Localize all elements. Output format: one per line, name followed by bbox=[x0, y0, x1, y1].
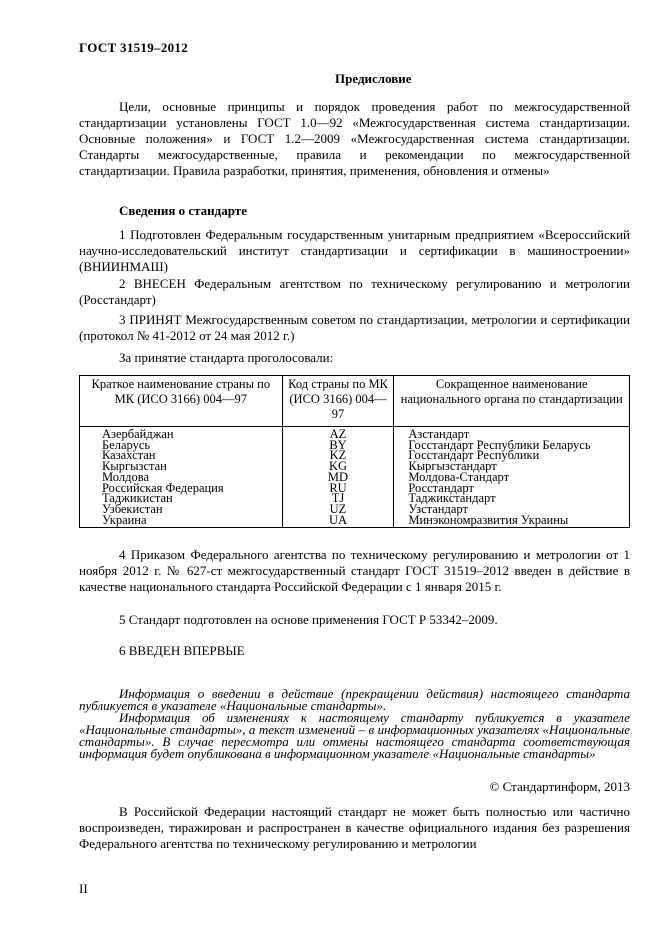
national-body: Росстандарт bbox=[394, 483, 630, 494]
country-code: RU bbox=[282, 483, 394, 494]
vote-table bbox=[79, 375, 630, 528]
national-body: Таджикстандарт bbox=[394, 493, 630, 504]
national-body: Госстандарт Республики bbox=[394, 450, 630, 461]
country-code: UZ bbox=[282, 504, 394, 515]
table-header-row bbox=[80, 376, 630, 427]
country-code: UA bbox=[282, 515, 394, 528]
item-1: 1 Подготовлен Федеральным государственным унитарным предприятием «Всероссийский научно-исследовательский институт стандартизации и сертификации в машиностроении» (ВНИИНМАШ) bbox=[79, 227, 630, 274]
country-code: KG bbox=[282, 461, 394, 472]
notice-publication: Информация о введении в действие (прекращении действия) настоящего стандарта публикуется в указателе «Национальные стандарты». bbox=[79, 686, 630, 713]
intro-paragraph: Цели, основные принципы и порядок проведения работ по межгосударственной стандартизации установлены ГОСТ 1.0—92 «Межгосударственная система стандартизации. Основные положения» и ГОСТ 1.2—2009 «Межгосударственная система стандартизации. Стандарты межгосударственные, правила и рекомендации по межгосударственной стандартизации. Правила разработки, принятия, применения, обновления и отмены» bbox=[79, 99, 630, 178]
country-name: Беларусь bbox=[80, 440, 283, 451]
table-row bbox=[80, 515, 630, 528]
legal-paragraph: В Российской Федерации настоящий стандарт не может быть полностью или частично воспроизведен, тиражирован и распространен в качестве официального издания без разрешения Федерального агентства по техническому регулированию и метрологии bbox=[79, 804, 630, 851]
table-row bbox=[80, 440, 630, 451]
header-country-code: Код страны по МК (ИСО 3166) 004—97 bbox=[282, 376, 394, 427]
country-name: Украина bbox=[80, 515, 283, 528]
copyright: © Стандартинформ, 2013 bbox=[489, 779, 630, 794]
page-number: II bbox=[79, 881, 88, 896]
country-name: Российская Федерация bbox=[80, 483, 283, 494]
country-code: BY bbox=[282, 440, 394, 451]
table-row bbox=[80, 461, 630, 472]
info-heading: Сведения о стандарте bbox=[119, 203, 247, 218]
country-code: KZ bbox=[282, 450, 394, 461]
country-code: MD bbox=[282, 472, 394, 483]
item-2: 2 ВНЕСЕН Федеральным агентством по техническому регулированию и метрологии (Росстандарт) bbox=[79, 276, 630, 307]
preface-title: Предисловие bbox=[335, 71, 412, 86]
notice-changes: Информация об изменениях к настоящему стандарту публикуется в указателе «Национальные стандарты», а текст изменений – в информационных указателях «Национальные стандарты». В случае пересмотра или отмены настоящего стандарта соответствующая информация будет опубликована в информационном указателе «Национальные стандарты» bbox=[79, 710, 630, 761]
country-name: Узбекистан bbox=[80, 504, 283, 515]
item-3: 3 ПРИНЯТ Межгосударственным советом по стандартизации, метрологии и сертификации (протокол № 41-2012 от 24 мая 2012 г.) bbox=[79, 312, 630, 343]
item-4: 4 Приказом Федерального агентства по техническому регулированию и метрологии от 1 ноября 2012 г. № 627-ст межгосударственный стандарт ГОСТ 31519–2012 введен в действие в качестве национального стандарта Российской Федерации с 1 января 2015 г. bbox=[79, 547, 630, 594]
country-name: Казахстан bbox=[80, 450, 283, 461]
country-code: AZ bbox=[282, 427, 394, 440]
country-code: TJ bbox=[282, 493, 394, 504]
country-name: Кыргызстан bbox=[80, 461, 283, 472]
header-country-name: Краткое наименование страны по МК (ИСО 3166) 004—97 bbox=[80, 376, 283, 427]
national-body: Госстандарт Республики Беларусь bbox=[394, 440, 630, 451]
national-body: Азстандарт bbox=[394, 427, 630, 440]
country-name: Таджикистан bbox=[80, 493, 283, 504]
country-name: Молдова bbox=[80, 472, 283, 483]
national-body: Кыргызстандарт bbox=[394, 461, 630, 472]
item-6: 6 ВВЕДЕН ВПЕРВЫЕ bbox=[119, 643, 245, 658]
national-body: Молдова-Стандарт bbox=[394, 472, 630, 483]
national-body: Узстандарт bbox=[394, 504, 630, 515]
header-national-body: Сокращенное наименование национального органа по стандартизации bbox=[394, 376, 630, 427]
vote-intro: За принятие стандарта проголосовали: bbox=[119, 350, 334, 365]
country-name: Азербайджан bbox=[80, 427, 283, 440]
document-code: ГОСТ 31519–2012 bbox=[79, 40, 189, 55]
item-5: 5 Стандарт подготовлен на основе применения ГОСТ Р 53342–2009. bbox=[119, 612, 498, 627]
national-body: Минэкономразвития Украины bbox=[394, 515, 630, 528]
